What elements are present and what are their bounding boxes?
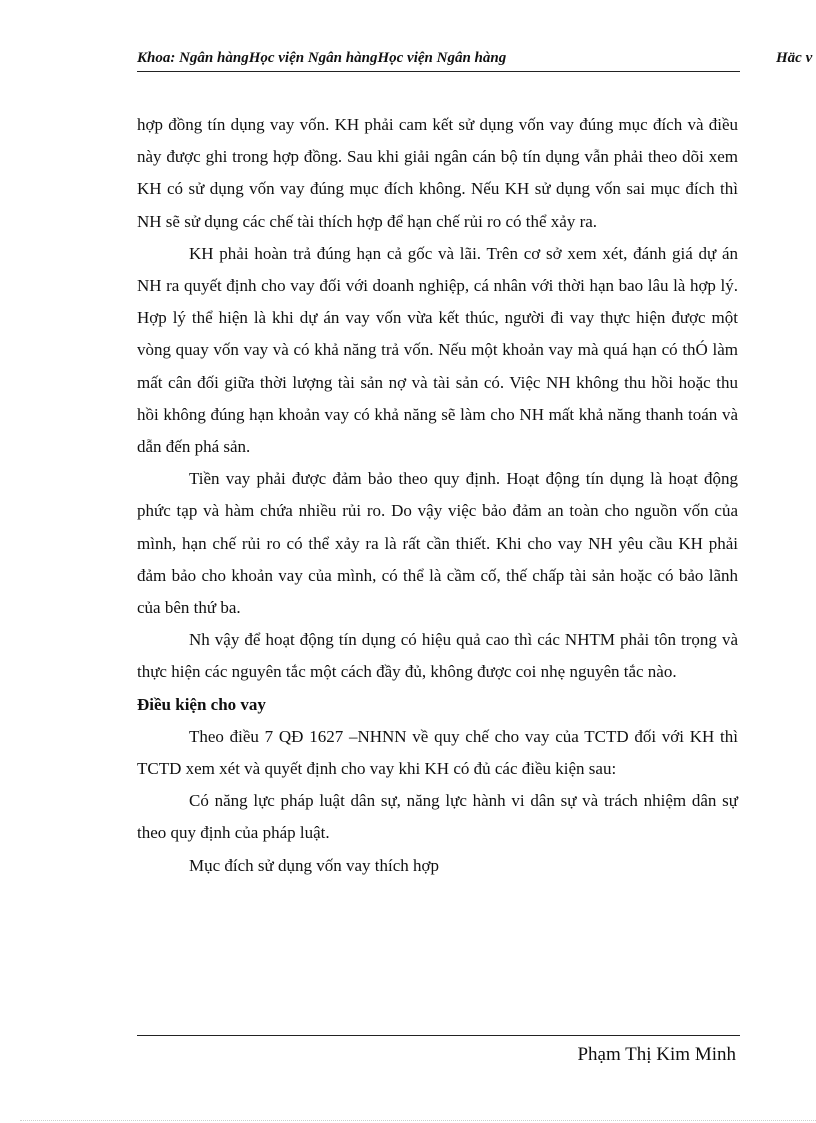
document-body [137,109,738,882]
section-heading: Điều kiện cho vay [137,694,266,714]
header-faculty: Khoa: Ngân hàngHọc viện Ngân hàngHọc viện Ngân hàng [137,50,507,66]
footer-rule [137,1035,740,1036]
header-rule [137,71,740,72]
author-name: Phạm Thị Kim Minh [577,1044,736,1065]
paragraph: Mục đích sử dụng vốn vay thích hợp [189,855,440,875]
paragraph: Tiền vay phải được đảm bảo theo quy định. Hoạt động tín dụng là hoạt động phức tạp và hàm chứa nhiều rủi ro. Do vậy việc bảo đảm an toàn cho nguồn vốn của mình, hạn chế rủi ro có thể xảy ra là rất cần thiết. Khi cho vay NH yêu cầu KH phải đảm bảo cho khoản vay của mình, có thể là cầm cố, thế chấp tài sản hoặc có bảo lãnh của bên thứ ba. [137,469,738,618]
paragraph: KH phải hoàn trả đúng hạn cả gốc và lãi. Trên cơ sở xem xét, đánh giá dự án NH ra quyết định cho vay đối với doanh nghiệp, cá nhân với thời hạn bao lâu là hợp lý. Hợp lý thể hiện là khi dự án vay vốn vừa kết thúc, người đi vay thực hiện được một vòng quay vốn vay và có khả năng trả vốn. Nếu một khoản vay mà quá hạn có thÓ làm mất cân đối giữa thời lượng tài sản nợ và tài sản có. Việc NH không thu hồi hoặc thu hồi không đúng hạn khoản vay có khả năng sẽ làm cho NH mất khả năng thanh toán và dẫn đến phá sản. [137,243,738,457]
paragraph: Nh vậy để hoạt động tín dụng có hiệu quả cao thì các NHTM phải tôn trọng và thực hiện các nguyên tắc một cách đầy đủ, không được coi nhẹ nguyên tắc nào. [137,630,738,682]
paragraph: Theo điều 7 QĐ 1627 –NHNN về quy chế cho vay của TCTD đối với KH thì TCTD xem xét và quyết định cho vay khi KH có đủ các điều kiện sau: [137,726,738,779]
header-school: Häc v [776,50,813,66]
paragraph: hợp đồng tín dụng vay vốn. KH phải cam kết sử dụng vốn vay đúng mục đích và điều này được ghi trong hợp đồng. Sau khi giải ngân cán bộ tín dụng vẫn phải theo dõi xem KH có sử dụng vốn vay đúng mục đích không. Nếu KH sử dụng vốn sai mục đích thì NH sẽ sử dụng các chế tài thích hợp để hạn chế rủi ro có thể xảy ra. [137,115,738,231]
page-header [0,0,816,80]
page-bottom-divider [20,1120,816,1121]
paragraph: Có năng lực pháp luật dân sự, năng lực hành vi dân sự và trách nhiệm dân sự theo quy định của pháp luật. [137,791,738,843]
